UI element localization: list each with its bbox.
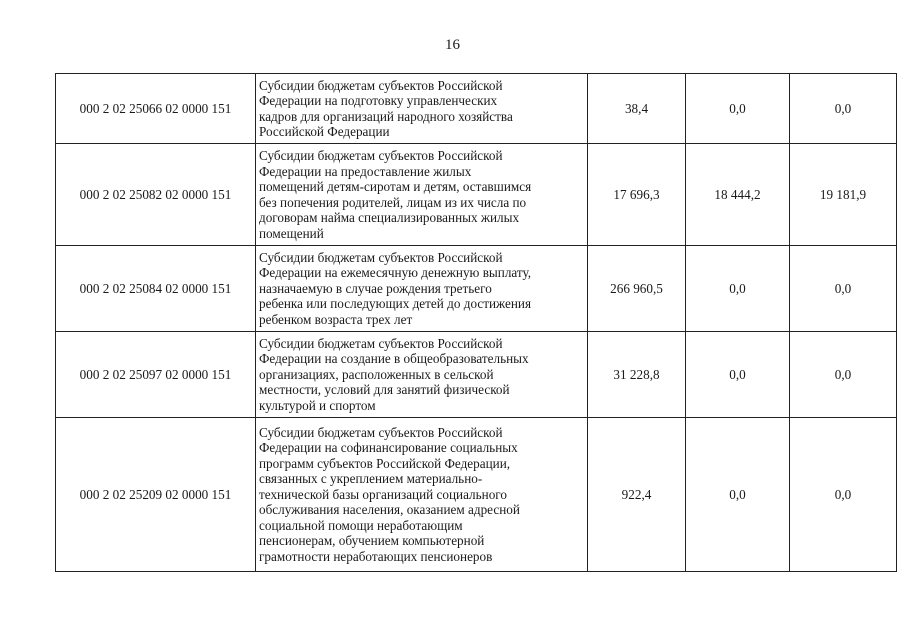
description-line: без попечения родителей, лицам из их числа по: [259, 194, 527, 210]
amount-year-2-cell: 0,0: [686, 418, 790, 572]
description-line: связанных с укреплением материально-: [259, 471, 483, 487]
amount-year-1-cell: 38,4: [588, 74, 686, 144]
amount-year-2-cell: 18 444,2: [686, 144, 790, 246]
description-line: Федерации на софинансирование социальных: [259, 440, 518, 456]
description-line: грамотности неработающих пенсионеров: [259, 548, 493, 564]
table-row: [56, 418, 897, 572]
description-line: кадров для организаций народного хозяйства: [259, 108, 513, 124]
budget-code-cell: 000 2 02 25209 02 0000 151: [56, 418, 256, 572]
page-number: 16: [445, 37, 460, 53]
description-line: ребенка или последующих детей до достижения: [259, 296, 532, 312]
budget-code-cell: 000 2 02 25066 02 0000 151: [56, 74, 256, 144]
description-line: Субсидии бюджетам субъектов Российской: [259, 335, 503, 351]
description-line: технической базы организаций социального: [259, 486, 507, 502]
description-line: культурой и спортом: [259, 397, 376, 413]
amount-year-1-cell: 31 228,8: [588, 332, 686, 418]
amount-year-2-cell: 0,0: [686, 74, 790, 144]
description-line: Федерации на предоставление жилых: [259, 163, 472, 179]
description-line: Федерации на создание в общеобразовательных: [259, 351, 529, 367]
description-line: Федерации на ежемесячную денежную выплату,: [259, 265, 532, 281]
budget-code-cell: 000 2 02 25082 02 0000 151: [56, 144, 256, 246]
table-row: [56, 144, 897, 246]
description-line: программ субъектов Российской Федерации,: [259, 455, 511, 471]
description-cell: [256, 332, 588, 418]
description-line: Субсидии бюджетам субъектов Российской: [259, 424, 503, 440]
description-line: помещений: [259, 225, 324, 241]
amount-year-1-cell: 17 696,3: [588, 144, 686, 246]
description-line: Федерации на подготовку управленческих: [259, 93, 498, 108]
budget-code-cell: 000 2 02 25084 02 0000 151: [56, 246, 256, 332]
amount-year-1-cell: 266 960,5: [588, 246, 686, 332]
amount-year-3-cell: 0,0: [790, 246, 897, 332]
budget-code-cell: 000 2 02 25097 02 0000 151: [56, 332, 256, 418]
description-cell: [256, 246, 588, 332]
budget-table: [55, 73, 897, 572]
description-line: договорам найма специализированных жилых: [259, 210, 520, 225]
description-line: Субсидии бюджетам субъектов Российской: [259, 77, 503, 93]
amount-year-3-cell: 0,0: [790, 418, 897, 572]
description-line: обслуживания населения, оказанием адресной: [259, 502, 520, 518]
description-line: Российской Федерации: [259, 124, 390, 139]
amount-year-1-cell: 922,4: [588, 418, 686, 572]
description-line: местности, условий для занятий физической: [259, 382, 510, 398]
table-row: [56, 246, 897, 332]
amount-year-2-cell: 0,0: [686, 332, 790, 418]
description-line: Субсидии бюджетам субъектов Российской: [259, 148, 503, 163]
description-cell: [256, 418, 588, 572]
description-line: Субсидии бюджетам субъектов Российской: [259, 249, 503, 265]
description-line: пенсионерам, обучением компьютерной: [259, 533, 485, 549]
description-cell: [256, 144, 588, 246]
description-line: социальной помощи неработающим: [259, 517, 463, 533]
amount-year-3-cell: 0,0: [790, 332, 897, 418]
description-line: назначаемую в случае рождения третьего: [259, 280, 492, 296]
amount-year-3-cell: 0,0: [790, 74, 897, 144]
table-row: [56, 74, 897, 144]
description-line: организациях, расположенных в сельской: [259, 366, 494, 382]
amount-year-3-cell: 19 181,9: [790, 144, 897, 246]
amount-year-2-cell: 0,0: [686, 246, 790, 332]
table-row: [56, 332, 897, 418]
description-line: помещений детям-сиротам и детям, оставшимся: [259, 179, 532, 194]
description-cell: [256, 74, 588, 144]
description-line: ребенком возраста трех лет: [259, 311, 413, 327]
